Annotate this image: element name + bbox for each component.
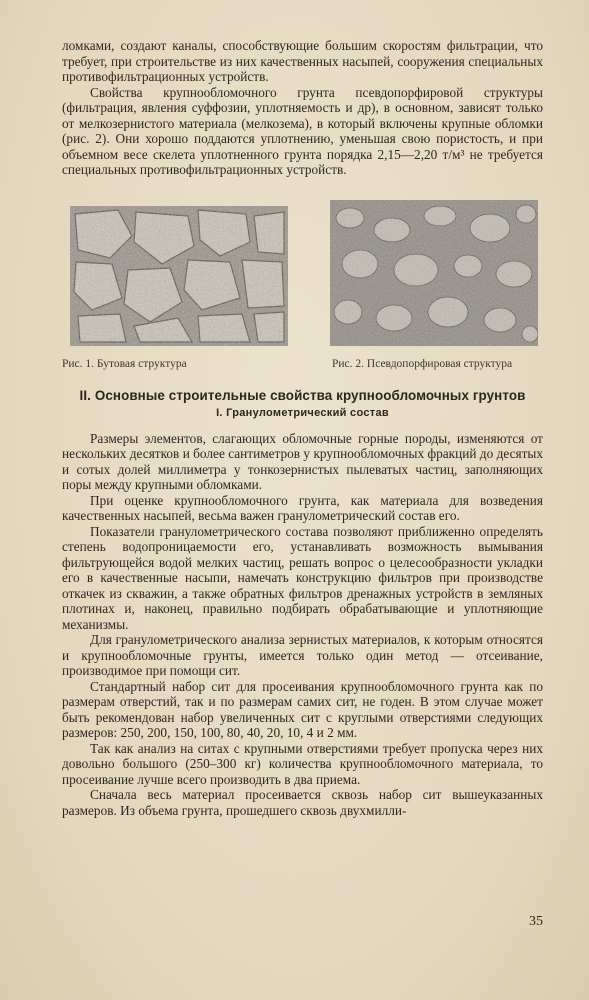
pseudoporphyry-structure-photo (330, 200, 538, 346)
figure-2-image (330, 200, 538, 346)
paragraph-indicators: Показатели гранулометрического состава позволяют приближенно определять степень водопроницаемости его, устанавливать возможность вымывания фильтрующейся водой мелких частиц, решать вопрос о целесообразности укладки его в качественные насыпи, намечать конструкцию фильтров при производстве откачек из скважин, а также обратных фильтров дренажных устройств в земляных плотинах и, наконец, правильно подбирать обрабатывающие и уплотняющие механизмы. (62, 523, 543, 632)
subsection-heading: I. Гранулометрический состав (216, 406, 389, 419)
paragraph-element-sizes: Размеры элементов, слагающих обломочные горные породы, изменяются от нескольких десятков и более сантиметров у крупнообломочных фракций до десятых и сотых долей миллиметра у тонкозернистых пылеватых частиц, заполняющих поры между крупными обломками. (62, 430, 543, 492)
rubble-structure-photo (70, 206, 288, 346)
paragraph-pseudoporphyry: Свойства крупнообломочного грунта псевдопорфировой структуры (фильтрация, явления суффозии, уплотняемость и др), в основном, зависят только от мелкозернистого материала (мелкозема), в который включены крупные обломки (рис. 2). Они хорошо поддаются уплотнению, уменьшая свою пористость, и при объемном весе скелета уплотненного грунта порядка 2,15—2,20 т/м³ не требуется специальных противофильтрационных устройств. (62, 84, 543, 177)
paragraph-continuation: ломками, создают каналы, способствующие большим скоростям фильтрации, что требует, при строительстве из них качественных насыпей, сооружения специальных противофильтрационных устройств. (62, 38, 543, 84)
page-number: 35 (529, 914, 543, 929)
figure-1-caption: Рис. 1. Бутовая структура (62, 357, 187, 370)
paragraph-sieve-set: Стандартный набор сит для просеивания крупнообломочного грунта как по размерам отверстий, так и по размерам самих сит, не годен. В этом случае может быть рекомендован набор увеличенных сит с круглыми отверстиями следующих размеров: 250, 200, 150, 100, 80, 40, 20, 10, 4 и 2 мм. (62, 678, 543, 740)
paragraph-first-stage: Сначала весь материал просеивается сквозь набор сит вышеуказанных размеров. Из объема грунта, прошедшего сквозь двухмилли- (62, 787, 543, 818)
paragraph-two-stages: Так как анализ на ситах с крупными отверстиями требует пропуска через них довольно большого (250–300 кг) количества крупнообломочного материала, то просеивание лучше всего производить в два приема. (62, 740, 543, 787)
figure-2-caption: Рис. 2. Псевдопорфировая структура (332, 357, 513, 370)
paragraph-sieving-method: Для гранулометрического анализа зернистых материалов, к которым относятся и крупнообломочные грунты, имеется только один метод — отсеивание, производимое при помощи сит. (62, 632, 543, 678)
section-heading: II. Основные строительные свойства крупнообломочных грунтов (79, 387, 526, 403)
figures-row (62, 206, 543, 378)
paragraph-evaluation: При оценке крупнообломочного грунта, как материала для возведения качественных насыпей, весьма важен гранулометрический состав его. (62, 492, 543, 523)
figure-1-image (70, 206, 288, 346)
